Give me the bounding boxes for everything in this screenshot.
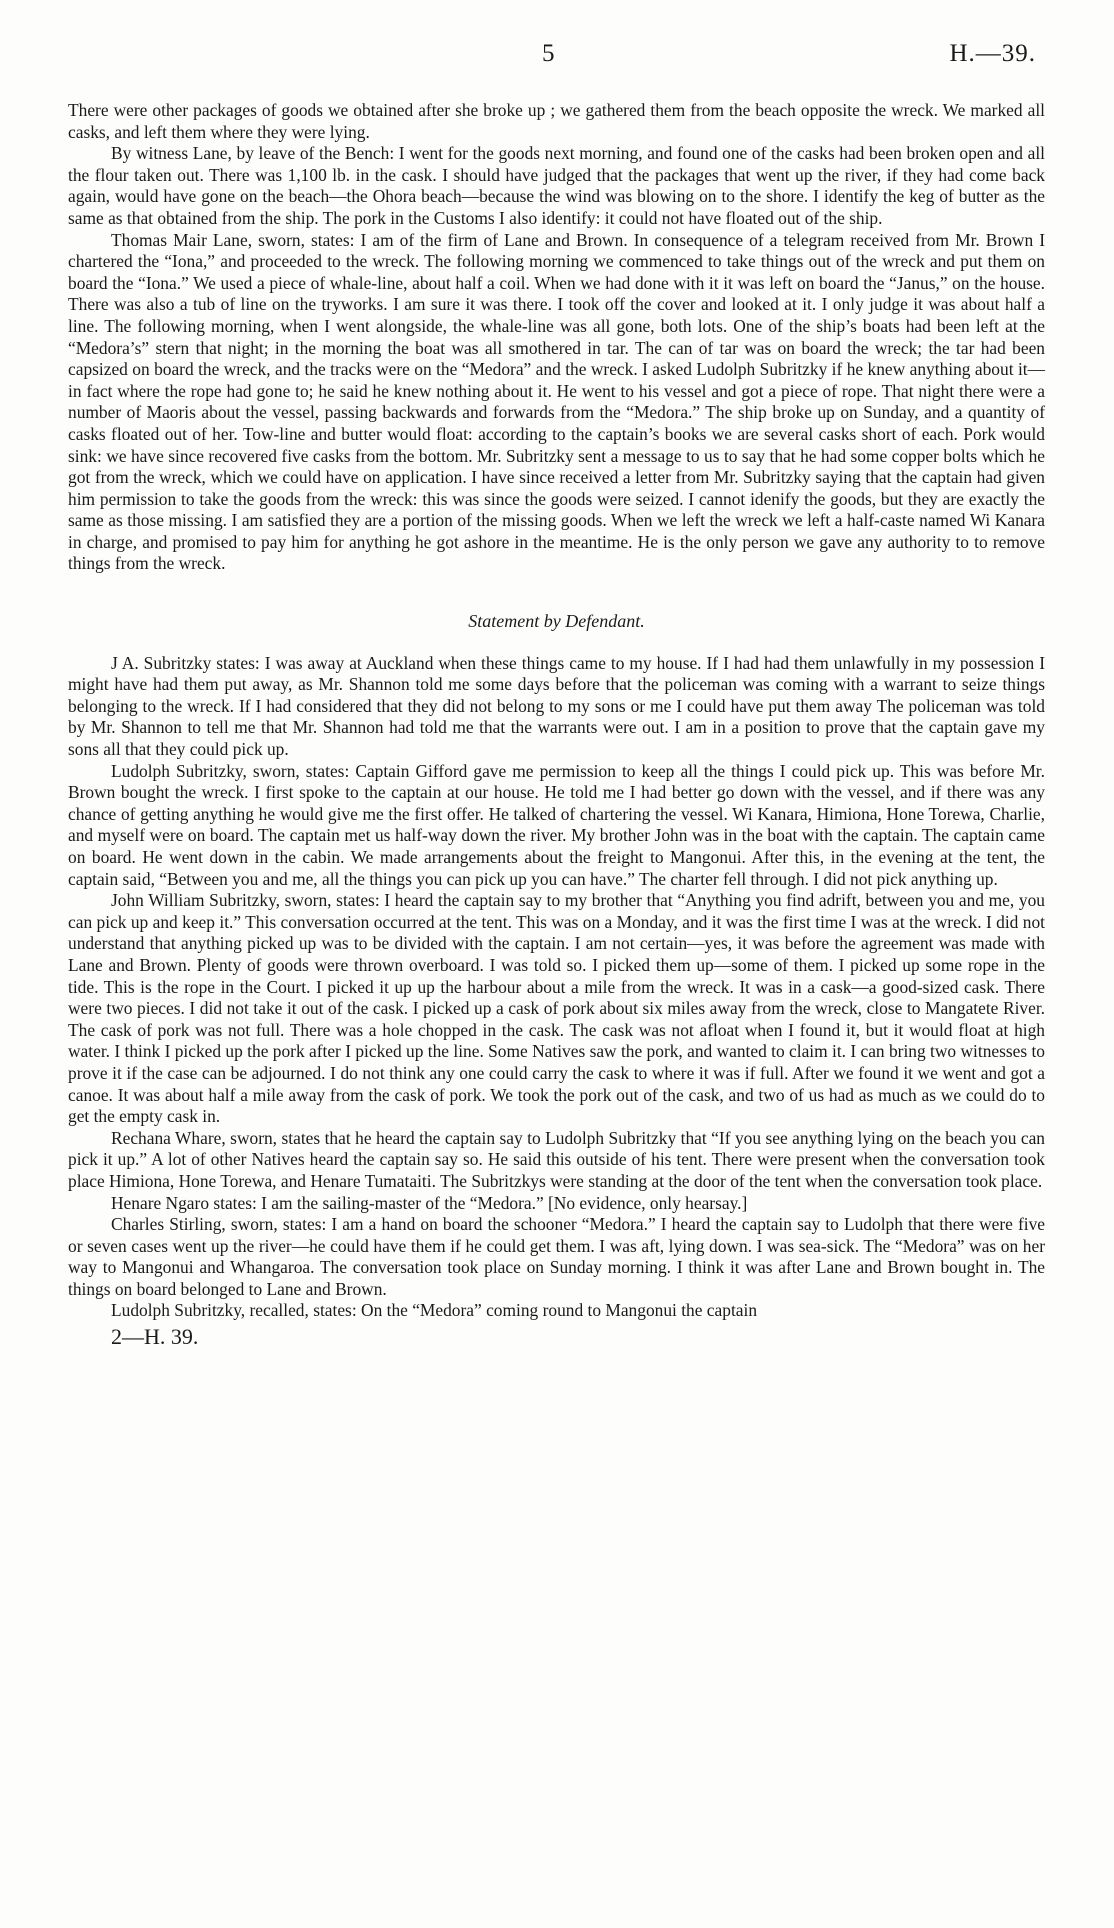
- paragraph: J A. Subritzky states: I was away at Auckland when these things came to my house. If I had had them unlawfully in my possession I might have had them put away, as Mr. Shannon told me some days before that the policeman was coming with a warrant to seize things belonging to the wreck. If I had considered that they did not belong to my sons or me I could have put them away The policeman was told by Mr. Shannon to tell me that Mr. Shannon had told me that the warrants were out. I am in a position to prove that the captain gave my sons all that they could pick up.: [68, 652, 1045, 760]
- document-reference: H.—39.: [949, 40, 1036, 67]
- paragraph: Rechana Whare, sworn, states that he heard the captain say to Ludolph Subritzky that “If you see anything lying on the beach you can pick it up.” A lot of other Natives heard the captain say so. He said this outside of his tent. There were present when the conversation took place Himiona, Hone Torewa, and Henare Tumataiti. The Subritzkys were standing at the door of the tent when the conversation took place.: [68, 1127, 1045, 1191]
- paragraph: By witness Lane, by leave of the Bench: I went for the goods next morning, and found one of the casks had been broken open and all the flour taken out. There was 1,100 lb. in the cask. I should have judged that the packages that went up the river, if they had come back again, would have gone on the beach—the Ohora beach—because the wind was blowing on to the shore. I identify the keg of butter as the same as that obtained from the ship. The pork in the Customs I also identify: it could not have floated out of the ship.: [68, 143, 1045, 228]
- paragraph: Thomas Mair Lane, sworn, states: I am of the firm of Lane and Brown. In consequence of a telegram received from Mr. Brown I chartered the “Iona,” and proceeded to the wreck. The following morning we commenced to take things out of the wreck and put them on board the “Iona.” We used a piece of whale-line, about half a coil. When we had done with it it was left on board the “Janus,” on the house. There was also a tub of line on the tryworks. I am sure it was there. I took off the cover and looked at it. I only judge it was about half a line. The following morning, when I went alongside, the whale-line was all gone, both lots. One of the ship’s boats had been left at the “Medora’s” stern that night; in the morning the boat was all smothered in tar. The can of tar was on board the wreck; the tar had been capsized on board the wreck, and the tracks were on the “Medora” and the wreck. I asked Ludolph Subritzky if he knew anything about it—in fact where the rope had gone to; he said he knew nothing about it. He went to his vessel and got a piece of rope. That night there were a number of Maoris about the vessel, passing backwards and forwards from the “Medora.” The ship broke up on Sunday, and a quantity of casks floated out of her. Tow-line and butter would float: according to the captain’s books we are several casks short of each. Pork would sink: we have since recovered five casks from the bottom. Mr. Subritzky sent a message to us to say that he had some copper bolts which he got from the wreck, which we could have on application. I have since received a letter from Mr. Subritzky saying that the captain had given him permission to take the goods from the wreck: this was since the goods were seized. I cannot idenify the goods, but they are exactly the same as those missing. I am satisfied they are a portion of the missing goods. When we left the wreck we left a half-caste named Wi Kanara in charge, and promised to pay him for anything he got ashore in the meantime. He is the only person we gave any authority to to remove things from the wreck.: [68, 229, 1045, 574]
- paragraph: Ludolph Subritzky, recalled, states: On the “Medora” coming round to Mangonui the captain: [111, 1300, 758, 1321]
- paragraph: Ludolph Subritzky, sworn, states: Captain Gifford gave me permission to keep all the things I could pick up. This was before Mr. Brown bought the wreck. I first spoke to the captain at our house. He told me I had better go down with the vessel, and if there was any chance of getting anything he would give me the first offer. He talked of chartering the vessel. Wi Kanara, Himiona, Hone Torewa, Charlie, and myself were on board. The captain met us half-way down the river. My brother John was in the boat with the captain. The captain came on board. He went down in the cabin. We made arrangements about the freight to Mangonui. After this, in the evening at the tent, the captain said, “Between you and me, all the things you can pick up you can have.” The charter fell through. I did not pick anything up.: [68, 760, 1045, 889]
- page-number: 5: [542, 40, 555, 67]
- paragraph: Charles Stirling, sworn, states: I am a hand on board the schooner “Medora.” I heard the captain say to Ludolph that there were five or seven cases went up the river—he could have them if he could get them. I was aft, lying down. I was sea-sick. The “Medora” was on her way to Mangonui and Whangaroa. The conversation took place on Sunday morning. I think it was after Lane and Brown bought in. The things on board belonged to Lane and Brown.: [68, 1214, 1045, 1299]
- section-heading: Statement by Defendant.: [468, 611, 645, 632]
- paragraph: Henare Ngaro states: I am the sailing-master of the “Medora.” [No evidence, only hearsay.]: [111, 1192, 748, 1213]
- signature-mark: 2—H. 39.: [111, 1324, 199, 1350]
- paragraph: John William Subritzky, sworn, states: I heard the captain say to my brother that “Anything you find adrift, between you and me, you can pick up and keep it.” This conversation occurred at the tent. This was on a Monday, and it was the first time I was at the wreck. I did not understand that anything picked up was to be divided with the captain. I am not certain—yes, it was before the agreement was made with Lane and Brown. Plenty of goods were thrown overboard. I was told so. I picked them up—some of them. I picked up some rope in the tide. This is the rope in the Court. I picked it up up the harbour about a mile from the wreck. It was in a cask—a good-sized cask. There were two pieces. I did not take it out of the cask. I picked up a cask of pork about six miles away from the wreck, close to Mangatete River. The cask of pork was not full. There was a hole chopped in the cask. The cask was not afloat when I found it, but it would float at high water. I think I picked up the pork after I picked up the line. Some Natives saw the pork, and wanted to claim it. I can bring two witnesses to prove it if the case can be adjourned. I do not think any one could carry the cask to where it was if full. After we found it we went and got a canoe. It was about half a mile away from the cask of pork. We took the pork out of the cask, and two of us had as much as we could do to get the empty cask in.: [68, 890, 1045, 1127]
- page-header: [0, 40, 1114, 72]
- body-text: [68, 100, 1045, 1350]
- paragraph: There were other packages of goods we obtained after she broke up ; we gathered them from the beach opposite the wreck. We marked all casks, and left them where they were lying.: [68, 100, 1045, 142]
